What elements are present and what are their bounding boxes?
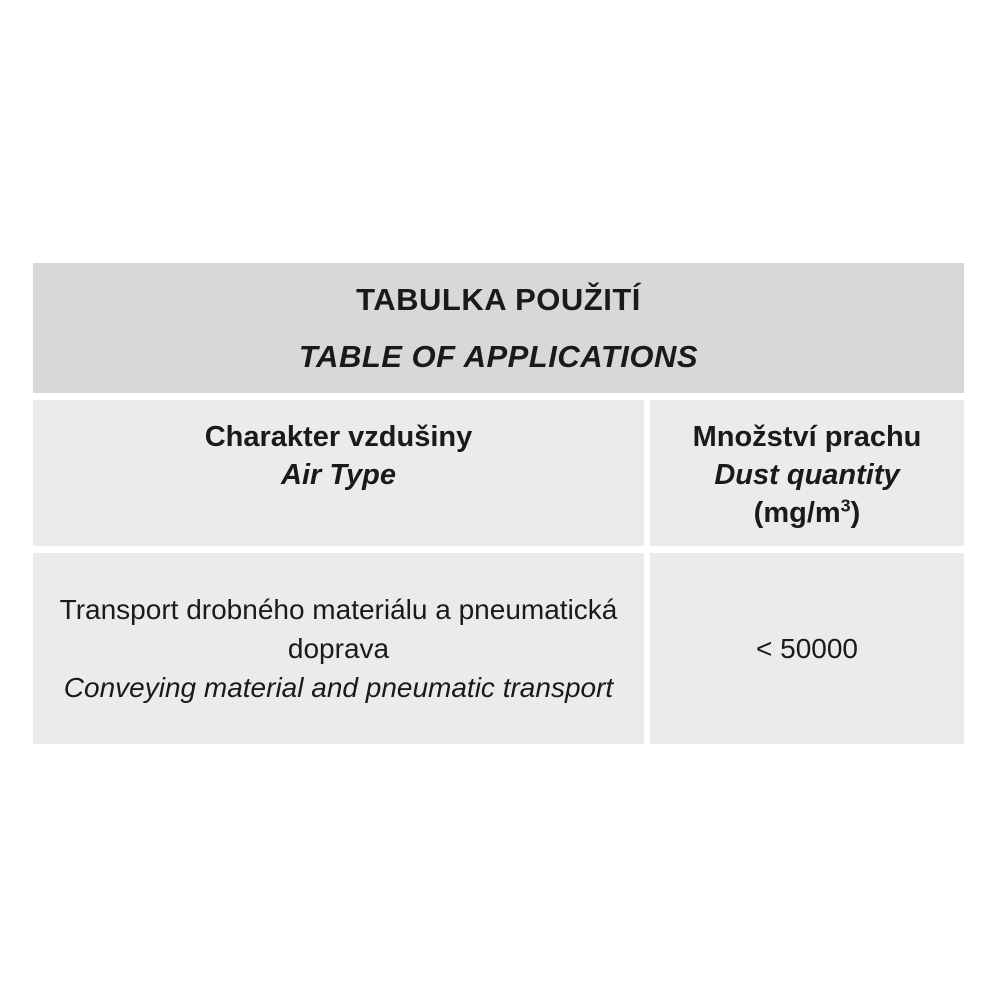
- row-air-type-english: Conveying material and pneumatic transport: [63, 672, 614, 703]
- dust-quantity-header-english: Dust quantity: [714, 459, 900, 491]
- unit-superscript: 3: [840, 495, 851, 516]
- dust-quantity-unit: [754, 494, 861, 532]
- unit-suffix: ): [850, 497, 861, 529]
- table-row-air-type-cell: [33, 553, 644, 744]
- table-title-band: [33, 263, 964, 393]
- table-title-english: TABLE OF APPLICATIONS: [298, 338, 699, 374]
- table-title-czech: TABULKA POUŽITÍ: [356, 281, 641, 317]
- air-type-header-czech: Charakter vzdušiny: [204, 421, 473, 453]
- row-dust-quantity-value: < 50000: [756, 632, 858, 664]
- unit-prefix: (mg/m: [753, 497, 841, 529]
- table-row-dust-quantity-cell: [650, 553, 964, 744]
- dust-quantity-header-czech: Množství prachu: [692, 421, 922, 453]
- column-header-dust-quantity: [650, 400, 964, 546]
- air-type-header-english: Air Type: [281, 459, 396, 491]
- applications-table: [33, 263, 964, 744]
- row-air-type-czech: Transport drobného materiálu a pneumatická doprava: [59, 594, 618, 664]
- column-header-air-type: [33, 400, 644, 546]
